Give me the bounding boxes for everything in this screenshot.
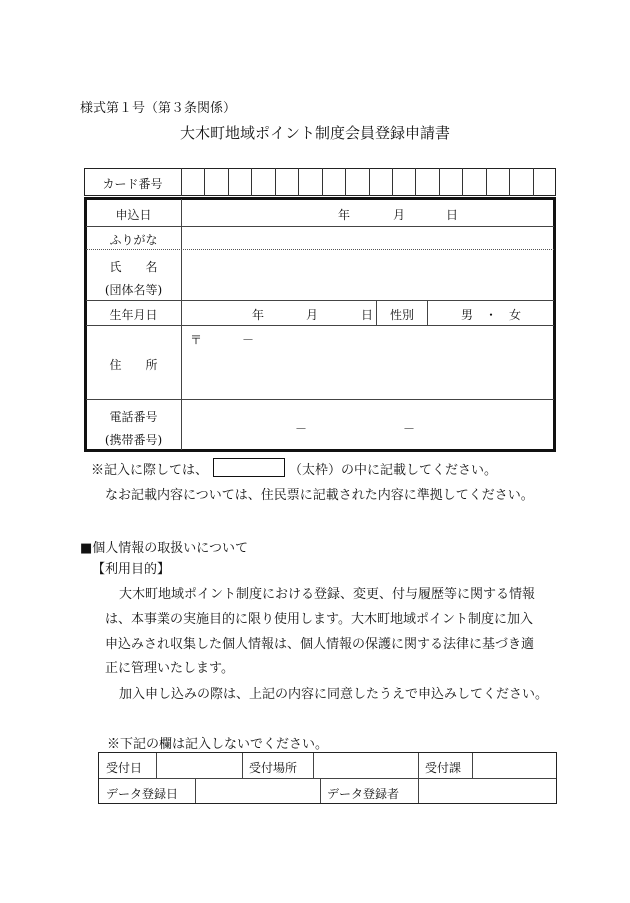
data-entry-date-label: データ登録日 [106, 787, 179, 801]
note-line-2: なお記載内容については、住民票に記載された内容に準拠してください。 [105, 488, 534, 503]
received-date-label: 受付日 [106, 761, 143, 775]
phone-dash-2: － [403, 422, 416, 436]
note-suffix: （太枠）の中に記載してください。 [289, 463, 498, 478]
received-place-label: 受付場所 [249, 761, 298, 775]
privacy-paragraph-line: は、本事業の実施目的に限り使用します。大木町地域ポイント制度に加入 [105, 612, 533, 627]
privacy-paragraph-line: 申込みされ収集した個人情報は、個人情報の保護に関する法律に基づき適 [105, 637, 535, 652]
application-month-unit: 月 [393, 208, 406, 222]
name-sub-label: (団体名等) [104, 283, 163, 297]
received-section-label: 受付課 [425, 761, 462, 775]
page-title: 大木町地域ポイント制度会員登録申請書 [179, 124, 450, 142]
application-day-unit: 日 [446, 208, 459, 222]
address-label: 住 所 [109, 358, 158, 372]
furigana-field[interactable] [182, 227, 554, 249]
application-year-unit: 年 [338, 208, 351, 222]
privacy-paragraph-line: 大木町地域ポイント制度における登録、変更、付与履歴等に関する情報 [119, 587, 536, 602]
privacy-heading: ■個人情報の取扱いについて [80, 541, 249, 556]
card-number-label: カード番号 [102, 177, 163, 191]
phone-field[interactable] [182, 400, 554, 450]
thick-frame-sample [213, 458, 285, 477]
name-label: 氏 名 [109, 260, 158, 274]
gender-label: 性別 [389, 308, 414, 322]
office-use-note: ※下記の欄は記入しないでください。 [107, 737, 329, 752]
address-field[interactable] [182, 326, 554, 399]
postal-mark: 〒 [190, 333, 203, 347]
phone-dash-1: － [295, 422, 308, 436]
application-date-field[interactable] [182, 199, 554, 226]
name-field[interactable] [182, 250, 554, 300]
form-number: 様式第１号（第３条関係） [80, 101, 237, 116]
postal-dash: － [242, 333, 255, 347]
birth-day-unit: 日 [361, 308, 374, 322]
application-date-label: 申込日 [115, 208, 152, 222]
phone-label: 電話番号 [109, 410, 158, 424]
birth-date-field[interactable] [182, 301, 376, 325]
privacy-consent: 加入申し込みの際は、上記の内容に同意したうえで申込みしてください。 [119, 687, 549, 702]
birth-month-unit: 月 [306, 308, 319, 322]
furigana-label: ふりがな [109, 233, 158, 247]
privacy-sub-heading: 【利用目的】 [92, 562, 171, 577]
card-number-boxes[interactable] [181, 168, 556, 196]
birth-year-unit: 年 [252, 308, 265, 322]
gender-options[interactable]: 男 ・ 女 [460, 308, 521, 322]
phone-sub-label: (携帯番号) [104, 433, 163, 447]
birth-date-label: 生年月日 [109, 308, 158, 322]
data-entry-person-label: データ登録者 [327, 787, 400, 801]
note-prefix: ※記入に際しては、 [91, 463, 209, 478]
privacy-paragraph-line: 正に管理いたします。 [105, 661, 234, 676]
